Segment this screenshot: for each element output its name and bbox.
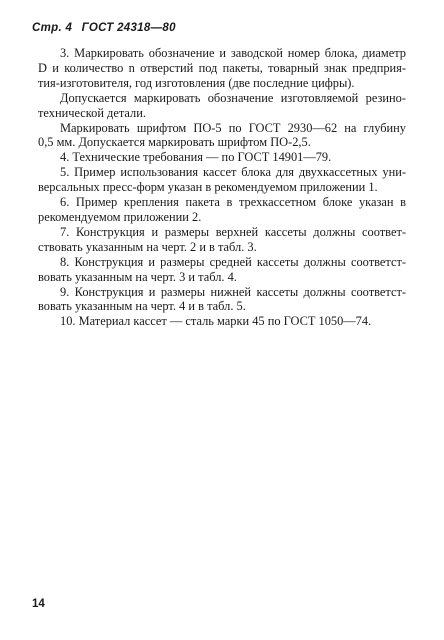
text-line: вовать указанным на черт. 4 и в табл. 5. bbox=[38, 299, 246, 314]
text-line: 10. Материал кассет — сталь марки 45 по ГОСТ 1050—74. bbox=[60, 314, 372, 329]
text-line: 4. Технические требования — по ГОСТ 14901—79. bbox=[60, 150, 332, 165]
text-line: 3. Маркировать обозначение и заводской номер блока, диаметр bbox=[60, 46, 406, 60]
text-line: вовать указанным на черт. 3 и табл. 4. bbox=[38, 269, 237, 284]
text-line: рекомендуемом приложении 2. bbox=[38, 209, 202, 224]
page-number: 14 bbox=[32, 598, 45, 610]
text-line: технической детали. bbox=[38, 105, 146, 120]
text-line: тия-изготовителя, год изготовления (две последние цифры). bbox=[38, 75, 355, 90]
text-line: Маркировать шрифтом ПО-5 по ГОСТ 2930—62 на глубину bbox=[60, 120, 406, 135]
standard-number: ГОСТ 24318—80 bbox=[81, 22, 176, 34]
text-line: Допускается маркировать обозначение изготовляемой резино- bbox=[60, 90, 406, 105]
document-body bbox=[38, 46, 406, 329]
page-header bbox=[32, 22, 176, 34]
text-line: D и количество n отверстий под пакеты, товарный знак предприя- bbox=[38, 60, 406, 75]
page-label: Стр. 4 bbox=[32, 22, 73, 34]
text-line: 9. Конструкция и размеры нижней кассеты должны соответст- bbox=[60, 284, 406, 299]
text-line: 5. Пример использования кассет блока для двухкассетных уни- bbox=[60, 165, 406, 180]
text-line: 0,5 мм. Допускается маркировать шрифтом ПО-2,5. bbox=[38, 135, 311, 150]
text-line: версальных пресс-форм указан в рекомендуемом приложении 1. bbox=[38, 180, 378, 195]
text-line: ствовать указанным на черт. 2 и в табл. 3. bbox=[38, 239, 257, 254]
text-line: 7. Конструкция и размеры верхней кассеты должны соответ- bbox=[60, 224, 406, 239]
text-line: 6. Пример крепления пакета в трехкассетном блоке указан в bbox=[60, 195, 406, 210]
text-line: 8. Конструкция и размеры средней кассеты должны соответст- bbox=[60, 254, 406, 269]
